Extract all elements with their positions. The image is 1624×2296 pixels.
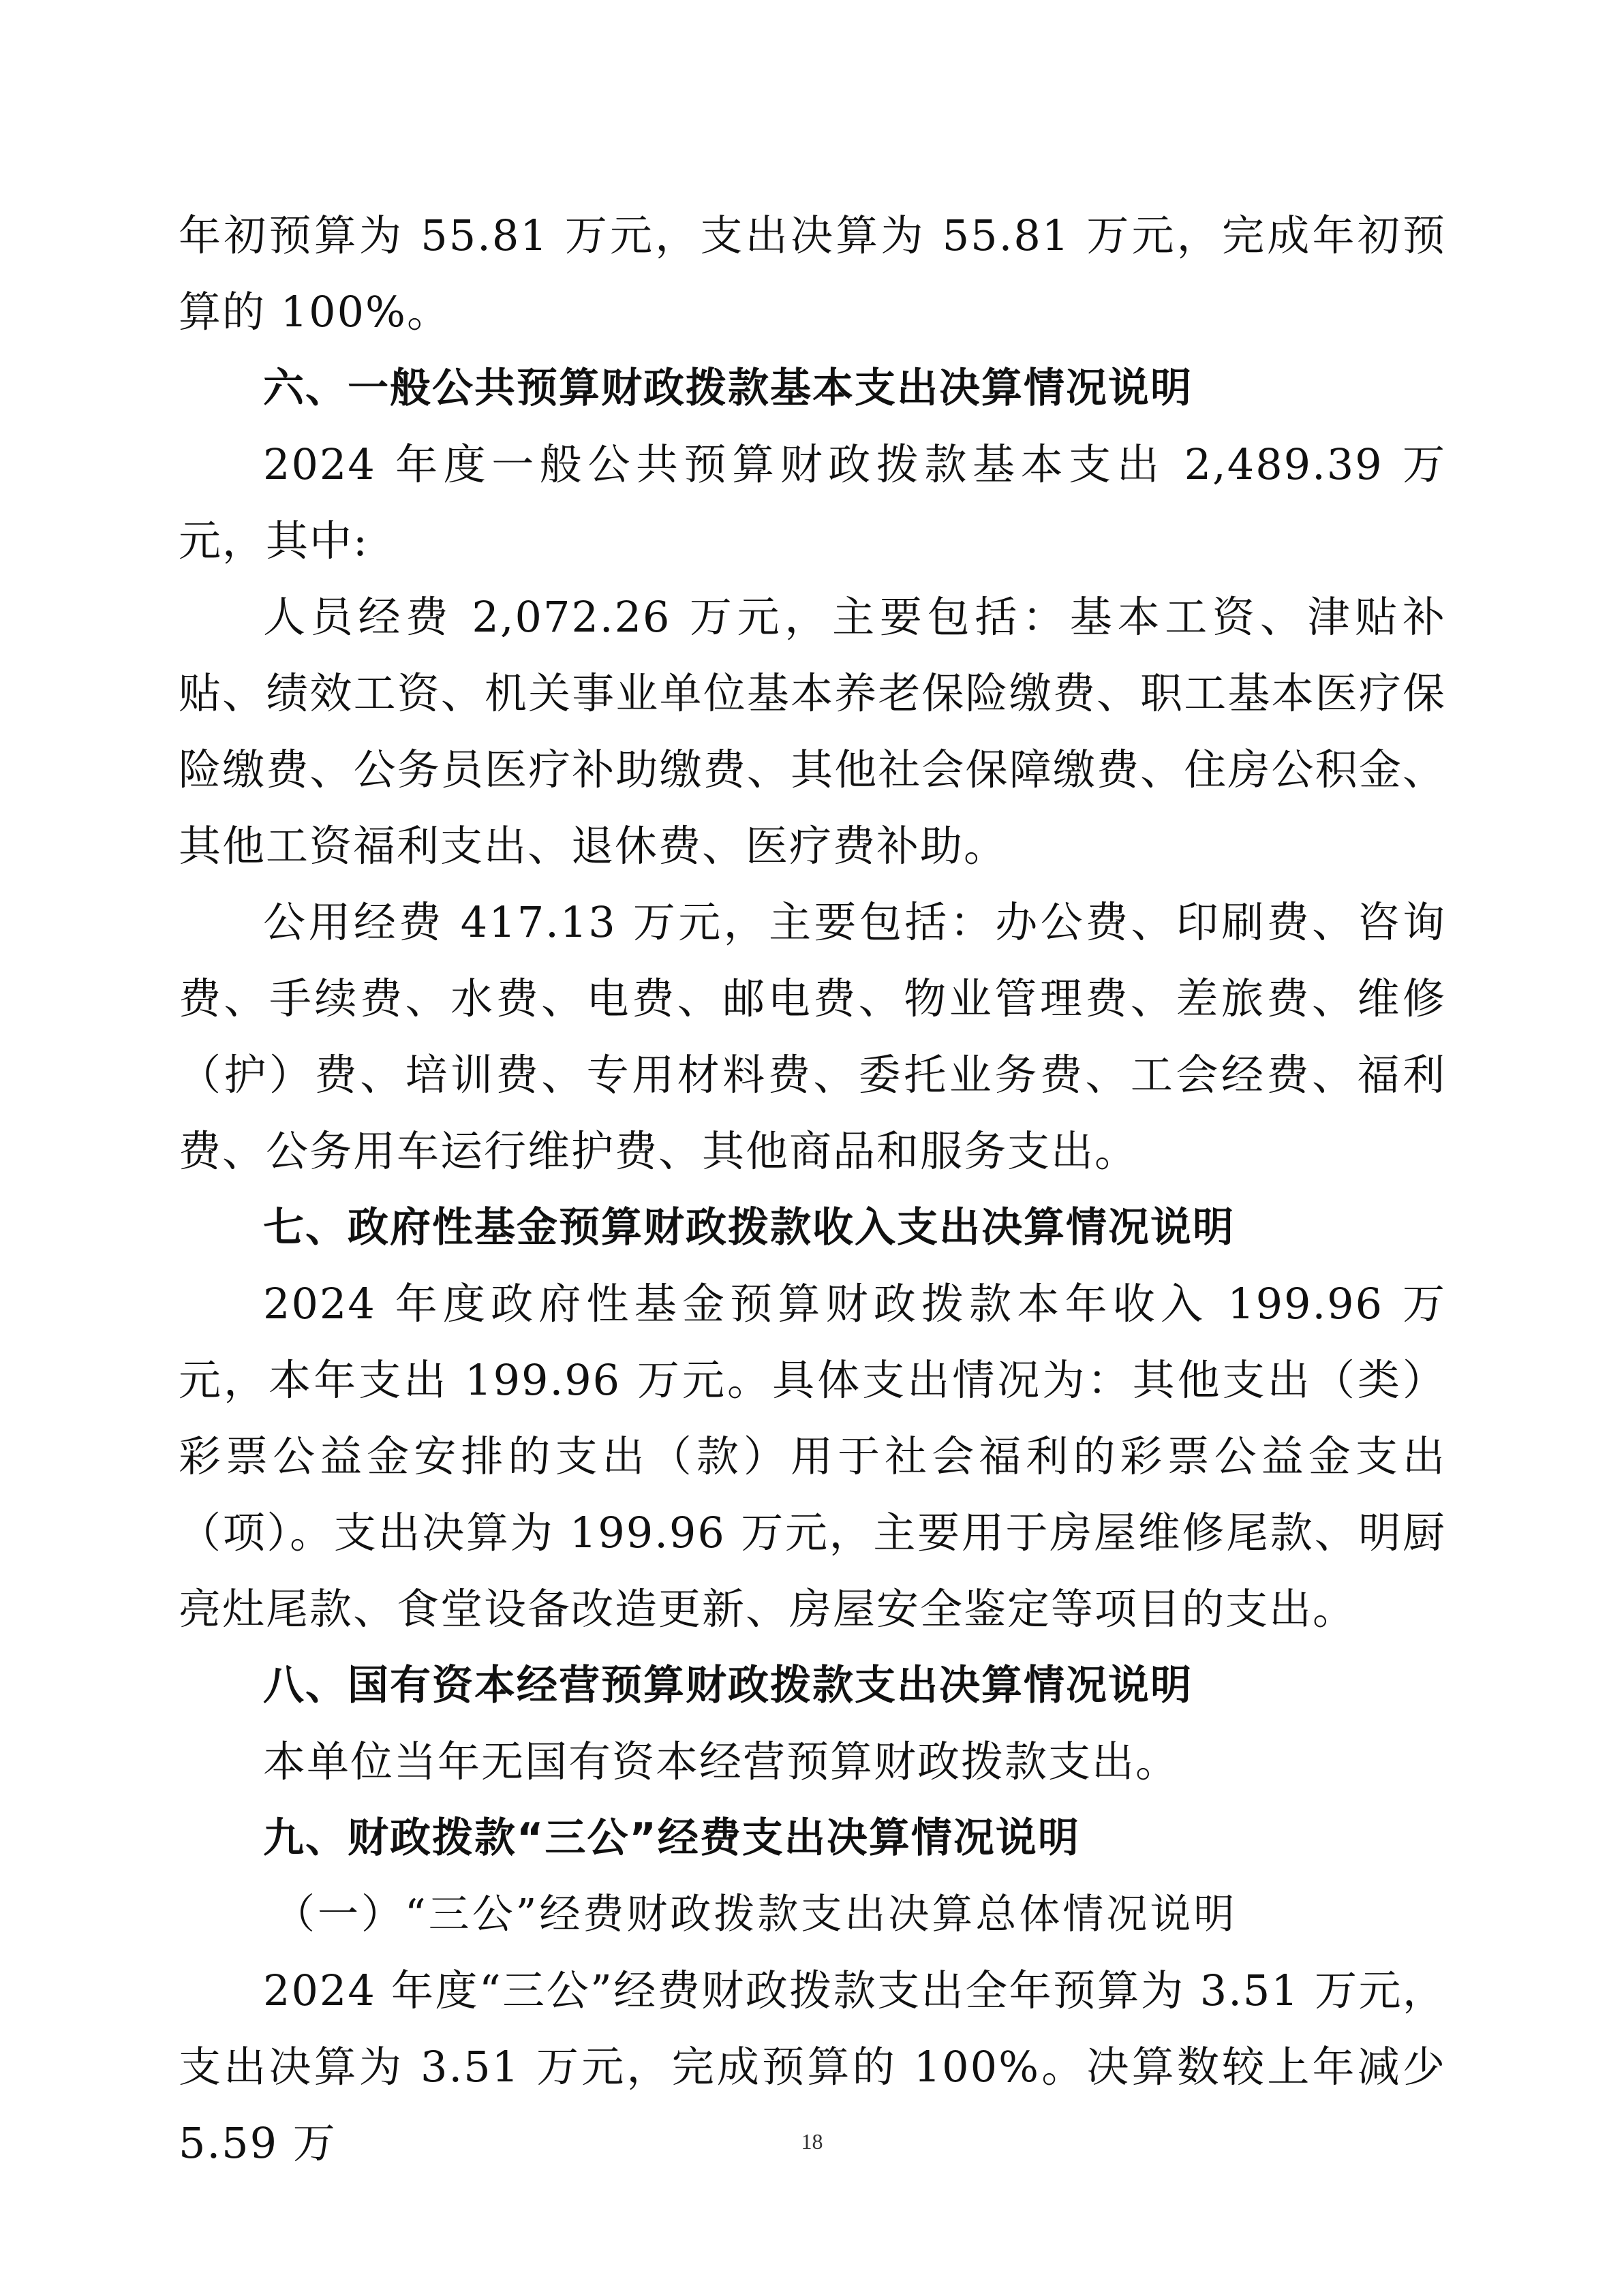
section-heading-7: 七、政府性基金预算财政拨款收入支出决算情况说明 (263, 1204, 1235, 1252)
section-heading-9: 九、财政拨款“三公”经费支出决算情况说明 (263, 1814, 1080, 1862)
subsection-heading-1: （一）“三公”经费财政拨款支出决算总体情况说明 (274, 1891, 1238, 1938)
paragraph-basic-expenditure: 2024 年度一般公共预算财政拨款基本支出 2,489.39 万元，其中: (179, 439, 1446, 565)
paragraph-public-expense: 公用经费 417.13 万元，主要包括：办公费、印刷费、咨询费、手续费、水费、电费、邮电费、物业管理费、差旅费、维修（护）费、培训费、专用材料费、委托业务费、工会经费、福利费、公务用车运行维护费、其他商品和服务支出。 (179, 897, 1446, 1176)
section-heading-6: 六、一般公共预算财政拨款基本支出决算情况说明 (263, 364, 1193, 412)
document-body (179, 198, 1446, 2182)
paragraph-continuation: 年初预算为 55.81 万元，支出决算为 55.81 万元，完成年初预算的 100%。 (179, 211, 1446, 337)
paragraph-state-capital: 本单位当年无国有资本经营预算财政拨款支出。 (263, 1737, 1180, 1786)
page-number: 18 (801, 2129, 823, 2154)
paragraph-personnel-expense: 人员经费 2,072.26 万元，主要包括：基本工资、津贴补贴、绩效工资、机关事业单位基本养老保险缴费、职工基本医疗保险缴费、公务员医疗补助缴费、其他社会保障缴费、住房公积金、其他工资福利支出、退休费、医疗费补助。 (179, 592, 1446, 871)
section-heading-8: 八、国有资本经营预算财政拨款支出决算情况说明 (263, 1662, 1193, 1709)
paragraph-government-fund: 2024 年度政府性基金预算财政拨款本年收入 199.96 万元，本年支出 199.96 万元。具体支出情况为：其他支出（类）彩票公益金安排的支出（款）用于社会福利的彩票公益金支出（项）。支出决算为 199.96 万元，主要用于房屋维修尾款、明厨亮灶尾款、食堂设备改造更新、房屋安全鉴定等项目的支出。 (179, 1279, 1446, 1634)
paragraph-three-public-expenses: 2024 年度“三公”经费财政拨款支出全年预算为 3.51 万元，支出决算为 3.51 万元，完成预算的 100%。决算数较上年减少 5.59 万 (179, 1966, 1446, 2168)
